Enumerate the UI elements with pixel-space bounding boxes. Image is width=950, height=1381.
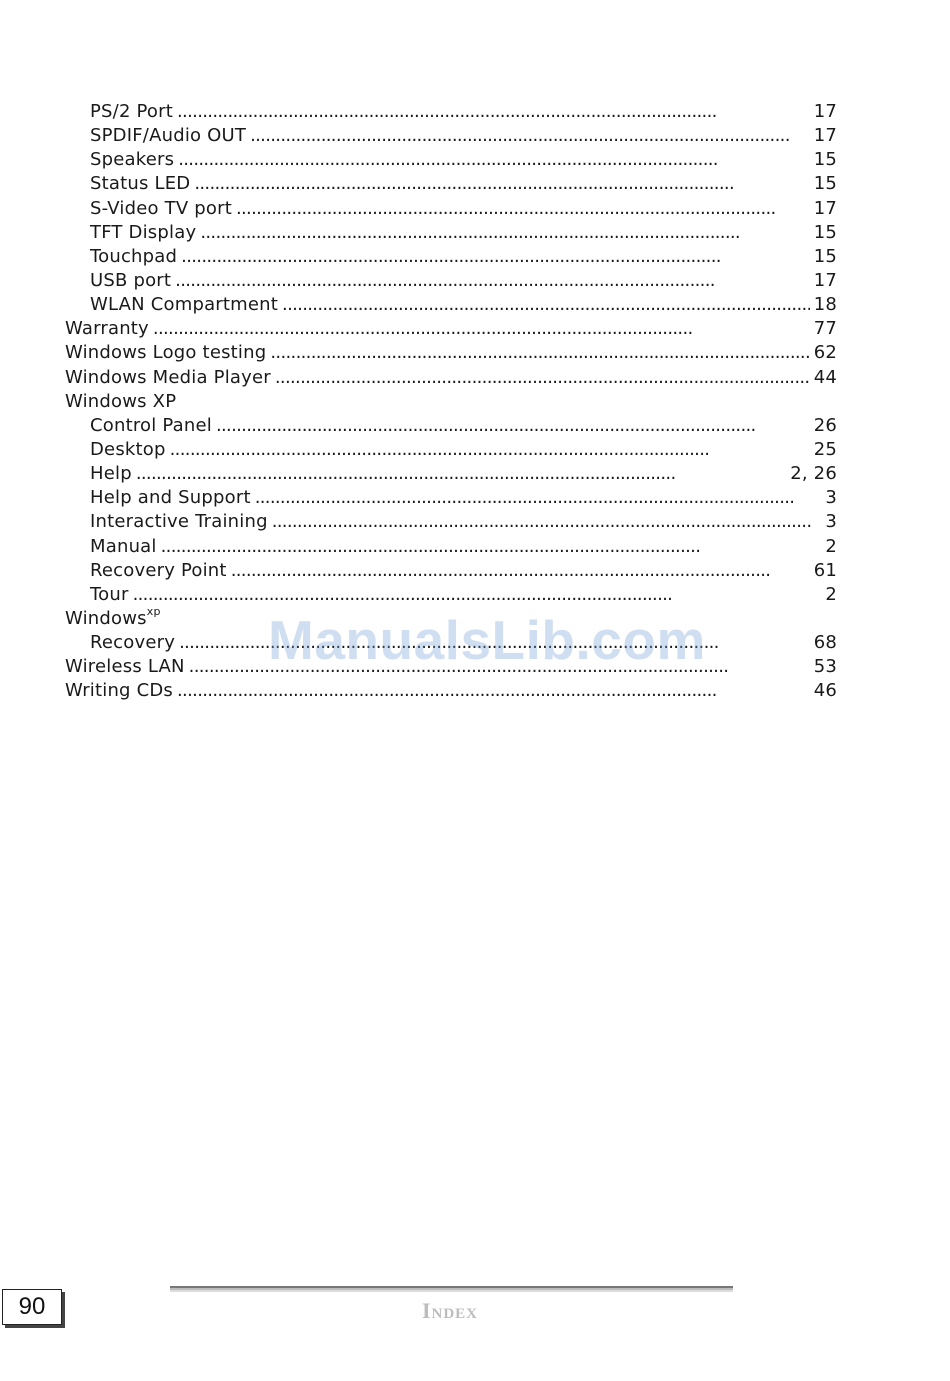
dot-leader: [177, 100, 810, 124]
index-entry: [65, 245, 837, 269]
index-term-text: TFT Display: [90, 221, 197, 243]
index-term: [90, 124, 246, 148]
index-term: [90, 535, 157, 559]
index-term-text: Touchpad: [90, 245, 178, 267]
index-entry: [65, 679, 837, 703]
index-page-numbers: 26: [813, 414, 837, 436]
index-entry: [65, 486, 837, 510]
footer-rule: [170, 1286, 733, 1292]
index-term-superscript: xp: [146, 604, 161, 618]
dot-leader: [133, 583, 822, 607]
index-page-numbers: 77: [813, 318, 837, 340]
dot-leader: [272, 510, 822, 534]
index-page-numbers: 68: [813, 632, 837, 654]
index-term-text: WLAN Compartment: [90, 294, 279, 316]
index-page-numbers: 17: [813, 197, 837, 219]
index-term: [90, 438, 166, 462]
dot-leader: [170, 438, 810, 462]
index-term-text: SPDIF/Audio OUT: [90, 125, 247, 147]
index-page-numbers: 15: [813, 221, 837, 243]
index-term: [90, 148, 174, 172]
dot-leader: [275, 366, 810, 390]
dot-leader: [194, 172, 809, 196]
index-term-text: Windows Media Player: [65, 366, 271, 388]
index-entry: [65, 172, 837, 196]
index-page-numbers: 2, 26: [790, 463, 837, 485]
index-entry: [65, 583, 837, 607]
index-term-text: PS/2 Port: [90, 101, 174, 122]
dot-leader: [250, 124, 810, 148]
index-term: [90, 100, 173, 124]
index-entry: [65, 341, 837, 365]
index-term-text: USB port: [90, 269, 172, 291]
index-term: [65, 366, 271, 390]
index-term: [65, 604, 161, 631]
index-term-text: Recovery: [90, 632, 176, 654]
index-entry: [65, 559, 837, 583]
index-page-numbers: 15: [813, 245, 837, 267]
index-page-numbers: 18: [813, 294, 837, 316]
index-term-text: Speakers: [90, 149, 175, 171]
index-entry: [65, 462, 837, 486]
dot-leader: [178, 148, 809, 172]
index-term-text: Windows XP: [65, 390, 177, 412]
index-term-text: Windows: [65, 607, 147, 629]
index-entry: [65, 221, 837, 245]
index-entry: [65, 293, 837, 317]
index-term: [90, 631, 175, 655]
index-term-text: Help and Support: [90, 487, 251, 509]
index-term-text: Writing CDs: [65, 680, 174, 702]
index-entry: [65, 100, 837, 124]
index-term-text: Warranty: [65, 318, 149, 340]
dot-leader: [216, 414, 810, 438]
index-entry: [65, 317, 837, 341]
index-term: [90, 583, 129, 607]
dot-leader: [231, 559, 810, 583]
index-entry: [65, 269, 837, 293]
index-entry: [65, 366, 837, 390]
index-term: [65, 390, 176, 414]
page-number: 90: [2, 1289, 62, 1325]
index-page-numbers: 61: [813, 559, 837, 581]
dot-leader: [161, 535, 822, 559]
index-term: [90, 510, 268, 534]
index-entry: [65, 148, 837, 172]
index-page-numbers: 17: [813, 269, 837, 291]
index-entry: [65, 124, 837, 148]
index-entry: [65, 510, 837, 534]
dot-leader: [181, 245, 810, 269]
footer-section-label: Index: [421, 1298, 479, 1323]
index-term: [90, 197, 232, 221]
dot-leader: [255, 486, 822, 510]
index-page-numbers: 15: [813, 173, 837, 195]
index-term-text: Wireless LAN: [65, 656, 185, 678]
index-page-numbers: 46: [813, 680, 837, 702]
dot-leader: [270, 341, 809, 365]
index-term: [65, 679, 173, 703]
index-term-text: Desktop: [90, 438, 166, 460]
index-entry: [65, 438, 837, 462]
index-term-text: Control Panel: [90, 414, 212, 436]
index-page-numbers: 17: [813, 101, 837, 122]
index-term-text: S-Video TV port: [90, 197, 232, 219]
dot-leader: [177, 679, 810, 703]
index-entry: [65, 390, 837, 414]
index-term: [90, 559, 227, 583]
index-term: [90, 172, 190, 196]
dot-leader: [200, 221, 809, 245]
index-term: [90, 221, 196, 245]
dot-leader: [153, 317, 810, 341]
index-term-text: Manual: [90, 535, 157, 557]
watermark: ManualsLib.com: [268, 609, 706, 671]
index-page-numbers: 62: [813, 342, 837, 364]
index-page-numbers: 25: [813, 438, 837, 460]
index-term-text: Interactive Training: [90, 511, 268, 533]
index-term: [65, 655, 185, 679]
index-term: [90, 269, 171, 293]
index-page-numbers: 15: [813, 149, 837, 171]
index-term: [90, 414, 212, 438]
index-entry: [65, 535, 837, 559]
index-term-text: Status LED: [90, 173, 191, 195]
index-term: [90, 462, 132, 486]
index-page-numbers: 17: [813, 125, 837, 147]
index-term: [90, 245, 177, 269]
index-term: [65, 317, 149, 341]
index-page-numbers: 3: [825, 511, 837, 533]
index-entry: [65, 197, 837, 221]
index-term: [90, 293, 278, 317]
index-term-text: Help: [90, 463, 132, 485]
dot-leader: [282, 293, 810, 317]
index-entry: [65, 414, 837, 438]
index-term: [90, 486, 251, 510]
dot-leader: [175, 269, 810, 293]
index-page-numbers: 2: [825, 535, 837, 557]
index-term: [65, 341, 266, 365]
index-term-text: Windows Logo testing: [65, 342, 267, 364]
index-page-numbers: 53: [813, 656, 837, 678]
index-page-numbers: 44: [813, 366, 837, 388]
index-page-numbers: 2: [825, 583, 837, 605]
index-page-numbers: 3: [825, 487, 837, 509]
dot-leader: [236, 197, 810, 221]
index-term-text: Tour: [90, 583, 129, 605]
dot-leader: [136, 462, 786, 486]
index-term-text: Recovery Point: [90, 559, 227, 581]
